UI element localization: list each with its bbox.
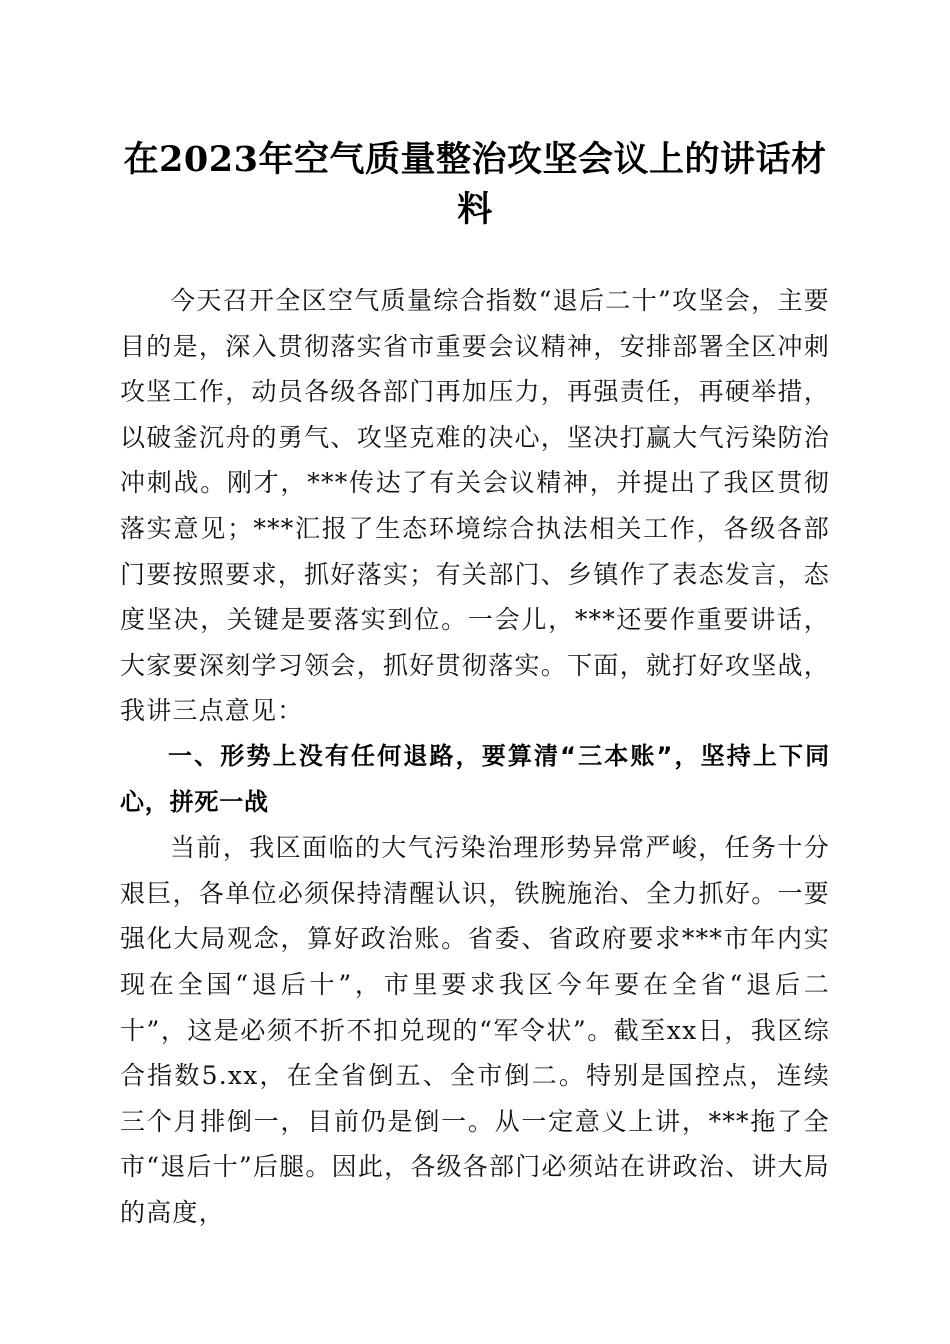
section-heading-1: 一、形势上没有任何退路，要算清“三本账”，坚持上下同心，拼死一战: [120, 741, 830, 816]
paragraph-situation: 当前，我区面临的大气污染治理形势异常严峻，任务十分艰巨，各单位必须保持清醒认识，铁腕施治、全力抓好。一要强化大局观念，算好政治账。省委、省政府要求***市年内实现在全国“退后十”，市里要求我区今年要在全省“退后二十”，这是必须不折不扣兑现的“军令状”。截至xx日，我区综合指数5.xx，在全省倒五、全市倒二。特别是国控点，连续三个月排倒一，目前仍是倒一。从一定意义上讲，***拖了全市“退后十”后腿。因此，各级各部门必须站在讲政治、讲大局的高度，: [120, 833, 830, 1227]
document-body: [120, 278, 830, 1235]
document-title: 在2023年空气质量整治攻坚会议上的讲话材料: [123, 139, 827, 230]
paragraph-intro: 今天召开全区空气质量综合指数“退后二十”攻坚会，主要目的是，深入贯彻落实省市重要会议精神，安排部署全区冲刺攻坚工作，动员各级各部门再加压力，再强责任，再硬举措，以破釜沉舟的勇气、攻坚克难的决心，坚决打赢大气污染防治冲刺战。刚才，***传达了有关会议精神，并提出了我区贯彻落实意见；***汇报了生态环境综合执法相关工作，各级各部门要按照要求，抓好落实；有关部门、乡镇作了表态发言，态度坚决，关键是要落实到位。一会儿，***还要作重要讲话，大家要深刻学习领会，抓好贯彻落实。下面，就打好攻坚战，我讲三点意见：: [120, 286, 830, 726]
